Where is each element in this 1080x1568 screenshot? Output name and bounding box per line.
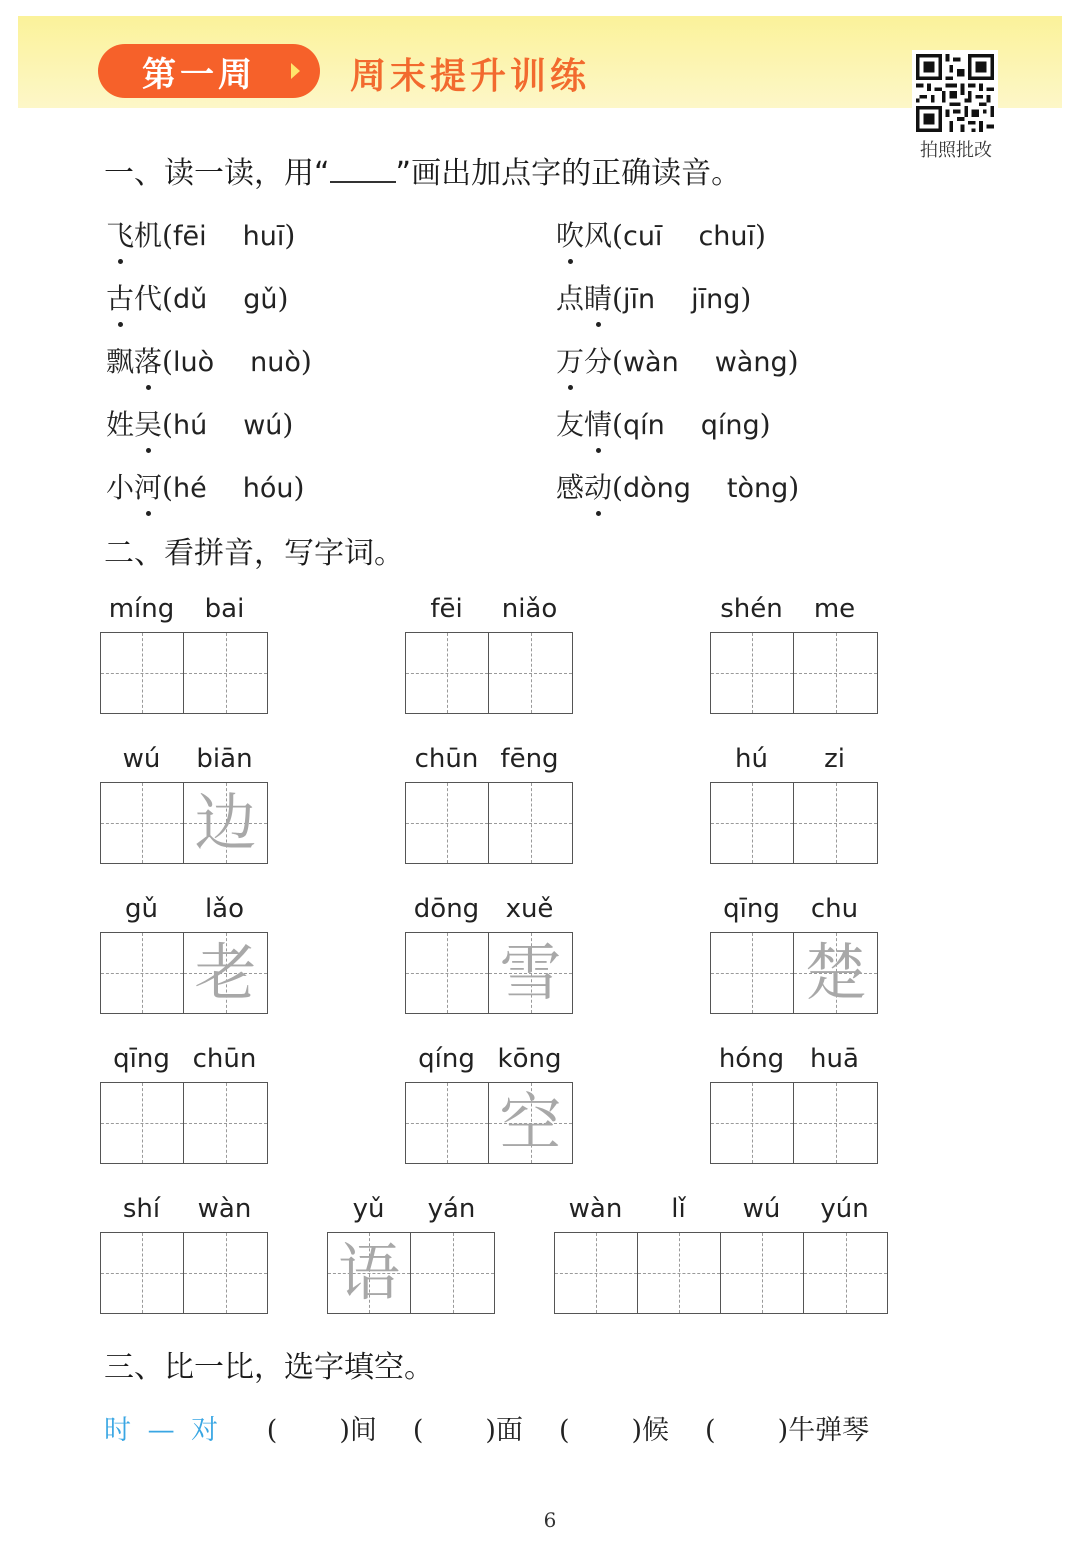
- close-paren: ): [740, 282, 752, 315]
- writing-cell[interactable]: [489, 933, 572, 1013]
- close-paren: ): [787, 345, 799, 378]
- pinyin-syllable: wú: [742, 1194, 781, 1224]
- pinyin-syllable: xuě: [505, 894, 554, 924]
- blank-slot[interactable]: [267, 1408, 377, 1447]
- writing-cell[interactable]: [184, 933, 267, 1013]
- close-paren: ): [755, 219, 766, 252]
- writing-cell[interactable]: [406, 933, 489, 1013]
- word-char: 万: [556, 340, 584, 380]
- pronunciation-item: [556, 277, 751, 317]
- writing-cell[interactable]: [489, 633, 572, 713]
- fill-blanks: [231, 1415, 869, 1446]
- week-badge: [98, 44, 320, 98]
- writing-cell[interactable]: [794, 783, 877, 863]
- writing-cell[interactable]: [101, 1083, 184, 1163]
- pronunciation-item: [106, 403, 293, 443]
- writing-cell[interactable]: [184, 783, 267, 863]
- word-char: 吴: [134, 403, 162, 443]
- open-paren: (: [558, 1415, 570, 1446]
- pinyin-option[interactable]: qíng: [700, 410, 760, 441]
- pinyin-syllable: dōng: [413, 894, 480, 924]
- writing-cell[interactable]: [711, 933, 794, 1013]
- word-char: 落: [134, 340, 162, 380]
- writing-cell[interactable]: [555, 1233, 638, 1313]
- pronunciation-item: [106, 340, 312, 380]
- word-char: 河: [134, 466, 162, 506]
- pinyin-option[interactable]: huī: [242, 221, 285, 252]
- pinyin-label: [100, 594, 266, 624]
- pinyin-label: [405, 894, 571, 924]
- pinyin-syllable: me: [813, 594, 856, 624]
- writing-grid: [710, 932, 878, 1014]
- writing-grid: [710, 1082, 878, 1164]
- pinyin-syllable: qíng: [418, 1044, 475, 1074]
- char-pair: 时 — 对: [104, 1415, 223, 1446]
- pinyin-syllable: fēng: [500, 744, 559, 774]
- open-paren: (: [612, 471, 623, 504]
- trace-char: 语: [337, 1236, 400, 1309]
- blank-suffix: )牛弹琴: [777, 1415, 870, 1446]
- qr-code-icon: [916, 54, 994, 132]
- pinyin-syllable: kōng: [497, 1044, 562, 1074]
- word-char: 代: [134, 282, 163, 315]
- writing-grid: [100, 1082, 268, 1164]
- writing-cell[interactable]: [721, 1233, 804, 1313]
- writing-cell[interactable]: [184, 1233, 267, 1313]
- pinyin-syllable: chu: [810, 894, 859, 924]
- writing-cell[interactable]: [101, 933, 184, 1013]
- writing-cell[interactable]: [101, 633, 184, 713]
- pinyin-option[interactable]: hú: [172, 410, 208, 441]
- word-char: 动: [584, 466, 612, 506]
- pinyin-option[interactable]: wàng: [714, 347, 788, 378]
- pinyin-option[interactable]: hé: [172, 473, 207, 504]
- writing-grid: [405, 782, 573, 864]
- pronunciation-item: [106, 466, 304, 506]
- writing-cell[interactable]: [711, 1083, 794, 1163]
- pinyin-syllable: yǔ: [352, 1194, 385, 1224]
- writing-cell[interactable]: [794, 633, 877, 713]
- open-paren: (: [162, 345, 173, 378]
- writing-cell[interactable]: [794, 1083, 877, 1163]
- pinyin-option[interactable]: tòng: [726, 473, 789, 504]
- word-char: 吹: [556, 214, 584, 254]
- section3-title: 三、比一比，选字填空。: [104, 1350, 434, 1385]
- pinyin-option[interactable]: jīn: [622, 284, 656, 315]
- word-char: 点: [556, 282, 585, 315]
- writing-cell[interactable]: [101, 783, 184, 863]
- open-paren: (: [266, 1415, 278, 1446]
- trace-char: 雪: [499, 936, 562, 1009]
- section2-title: 二、看拼音，写字词。: [104, 536, 404, 571]
- section1-title-suffix: ”画出加点字的正确读音。: [395, 156, 742, 191]
- pinyin-option[interactable]: gǔ: [243, 284, 278, 315]
- pronunciation-item: [556, 403, 771, 443]
- qr-caption: 拍照批改: [920, 140, 992, 161]
- writing-grid: [327, 1232, 495, 1314]
- word-char: 风: [584, 219, 613, 252]
- open-paren: (: [612, 282, 623, 315]
- word-char: 睛: [584, 277, 612, 317]
- pinyin-option[interactable]: wú: [243, 410, 283, 441]
- writing-grid: [405, 932, 573, 1014]
- pinyin-syllable: yún: [820, 1194, 869, 1224]
- pinyin-syllable: niǎo: [501, 594, 558, 624]
- writing-cell[interactable]: [411, 1233, 494, 1313]
- trace-char: 老: [194, 936, 257, 1009]
- pinyin-label: [405, 594, 571, 624]
- pinyin-syllable: fēi: [430, 594, 463, 624]
- writing-cell[interactable]: [794, 933, 877, 1013]
- section1-title: [104, 148, 741, 192]
- pinyin-option[interactable]: dòng: [622, 473, 691, 504]
- pinyin-syllable: hú: [735, 744, 768, 774]
- close-paren: ): [300, 345, 312, 378]
- pinyin-option[interactable]: jīng: [691, 284, 741, 315]
- pinyin-syllable: qīng: [113, 1044, 170, 1074]
- qr-code[interactable]: [912, 50, 998, 136]
- writing-cell[interactable]: [638, 1233, 721, 1313]
- pinyin-label: [100, 1044, 266, 1074]
- open-paren: (: [705, 1415, 716, 1446]
- pinyin-syllable: wú: [122, 744, 161, 774]
- pronunciation-item: [106, 214, 295, 254]
- blank-suffix: )面: [485, 1415, 523, 1446]
- word-char: 姓: [106, 408, 135, 441]
- pinyin-syllable: huā: [810, 1044, 859, 1074]
- writing-grid: [100, 1232, 268, 1314]
- pinyin-option[interactable]: wàn: [622, 347, 679, 378]
- pinyin-syllable: shí: [122, 1194, 161, 1224]
- writing-cell[interactable]: [711, 783, 794, 863]
- pinyin-label: [554, 1194, 886, 1224]
- pinyin-option[interactable]: chuī: [698, 221, 756, 252]
- trace-char: 空: [499, 1086, 562, 1159]
- triangle-arrow-icon: [291, 63, 300, 79]
- writing-cell[interactable]: [101, 1233, 184, 1313]
- pinyin-syllable: míng: [108, 594, 175, 624]
- underline-sample: [330, 159, 396, 183]
- trace-char: 边: [194, 786, 257, 859]
- writing-cell[interactable]: [489, 783, 572, 863]
- word-char: 情: [584, 403, 612, 443]
- blank-slot[interactable]: [559, 1408, 669, 1447]
- close-paren: ): [284, 219, 296, 252]
- pinyin-option[interactable]: qín: [622, 410, 665, 441]
- pinyin-syllable: wàn: [568, 1194, 623, 1224]
- blank-slot[interactable]: [705, 1408, 869, 1447]
- writing-grid: [100, 632, 268, 714]
- pinyin-syllable: yán: [427, 1194, 476, 1224]
- week-label: 第一周: [142, 54, 256, 95]
- word-char: 分: [584, 345, 613, 378]
- open-paren: (: [162, 408, 173, 441]
- page-number: 6: [543, 1508, 557, 1532]
- pinyin-option[interactable]: dǔ: [172, 284, 208, 315]
- pinyin-label: [327, 1194, 493, 1224]
- pinyin-syllable: chūn: [192, 1044, 257, 1074]
- close-paren: ): [282, 408, 294, 441]
- pronunciation-item: [556, 214, 766, 254]
- writing-cell[interactable]: [184, 1083, 267, 1163]
- close-paren: ): [788, 471, 800, 504]
- pronunciation-item: [556, 466, 799, 506]
- pinyin-label: [405, 1044, 571, 1074]
- pinyin-syllable: shén: [720, 594, 783, 624]
- pronunciation-item: [106, 277, 288, 317]
- pinyin-syllable: chūn: [414, 744, 479, 774]
- open-paren: (: [612, 408, 623, 441]
- open-paren: (: [412, 1415, 424, 1446]
- writing-cell[interactable]: [328, 1233, 411, 1313]
- writing-grid: [100, 932, 268, 1014]
- pinyin-syllable: biān: [196, 744, 253, 774]
- pinyin-label: [100, 894, 266, 924]
- pinyin-syllable: zi: [824, 744, 845, 774]
- pinyin-label: [710, 594, 876, 624]
- pinyin-label: [710, 1044, 876, 1074]
- pronunciation-item: [556, 340, 799, 380]
- pinyin-syllable: bai: [204, 594, 245, 624]
- writing-grid: [405, 632, 573, 714]
- writing-cell[interactable]: [489, 1083, 572, 1163]
- writing-grid: [554, 1232, 888, 1314]
- word-char: 机: [134, 219, 163, 252]
- open-paren: (: [612, 345, 623, 378]
- pinyin-option[interactable]: nuò: [250, 347, 301, 378]
- section1-title-prefix: 一、读一读，用“: [104, 156, 330, 191]
- writing-grid: [710, 782, 878, 864]
- pinyin-option[interactable]: luò: [172, 347, 215, 378]
- pinyin-syllable: lǎo: [204, 894, 245, 924]
- writing-cell[interactable]: [406, 633, 489, 713]
- open-paren: (: [162, 282, 173, 315]
- pinyin-option[interactable]: cuī: [622, 221, 663, 252]
- pinyin-syllable: wàn: [197, 1194, 252, 1224]
- pinyin-syllable: qīng: [723, 894, 780, 924]
- writing-grid: [100, 782, 268, 864]
- pinyin-label: [710, 744, 876, 774]
- writing-cell[interactable]: [406, 1083, 489, 1163]
- word-char: 感: [556, 471, 585, 504]
- pinyin-syllable: gǔ: [125, 894, 158, 924]
- writing-cell[interactable]: [406, 783, 489, 863]
- close-paren: ): [759, 408, 771, 441]
- pinyin-option[interactable]: hóu: [242, 473, 294, 504]
- open-paren: (: [612, 219, 623, 252]
- writing-cell[interactable]: [804, 1233, 887, 1313]
- pinyin-syllable: lǐ: [671, 1194, 686, 1224]
- writing-grid: [405, 1082, 573, 1164]
- word-char: 小: [106, 471, 135, 504]
- writing-cell[interactable]: [711, 633, 794, 713]
- word-char: 飞: [106, 214, 134, 254]
- pinyin-label: [710, 894, 876, 924]
- pinyin-option[interactable]: fēi: [172, 221, 207, 252]
- close-paren: ): [277, 282, 289, 315]
- blank-suffix: )候: [631, 1415, 670, 1446]
- pinyin-syllable: hóng: [718, 1044, 785, 1074]
- pinyin-label: [405, 744, 571, 774]
- close-paren: ): [293, 471, 305, 504]
- writing-grid: [710, 632, 878, 714]
- page-title: 周末提升训练: [350, 56, 591, 97]
- trace-char: 楚: [804, 936, 867, 1009]
- word-char: 古: [106, 277, 134, 317]
- open-paren: (: [162, 471, 173, 504]
- pinyin-label: [100, 1194, 266, 1224]
- word-char: 飘: [106, 345, 135, 378]
- writing-cell[interactable]: [184, 633, 267, 713]
- blank-slot[interactable]: [413, 1408, 523, 1447]
- open-paren: (: [162, 219, 173, 252]
- word-char: 友: [556, 408, 585, 441]
- blank-suffix: )间: [339, 1415, 377, 1446]
- pinyin-label: [100, 744, 266, 774]
- compare-row: [104, 1408, 869, 1447]
